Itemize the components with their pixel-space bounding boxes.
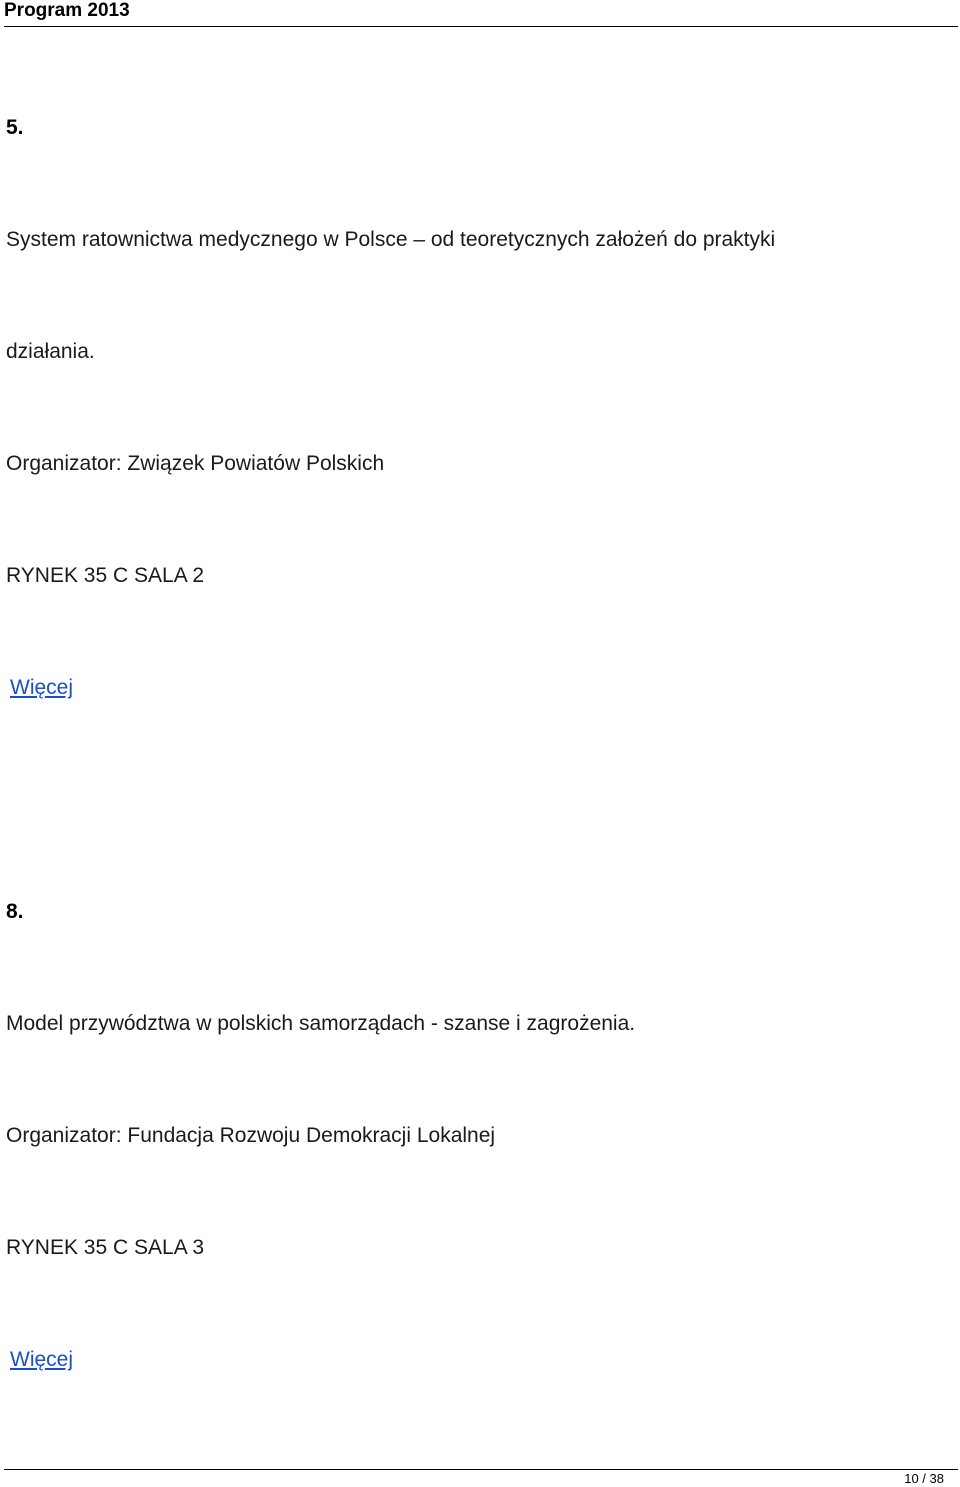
event-number: 8. [6,900,24,923]
document-title: Program 2013 [4,0,130,21]
event-organizer: Organizator: Związek Powiatów Polskich [6,452,385,475]
header-divider [4,26,958,27]
event-location: RYNEK 35 C SALA 3 [6,1236,205,1259]
more-link[interactable]: Więcej [10,1348,74,1371]
more-link[interactable]: Więcej [10,676,74,699]
event-organizer: Organizator: Fundacja Rozwoju Demokracji Lokalnej [6,1124,496,1147]
footer-divider [4,1469,958,1470]
event-title-line-1: Model przywództwa w polskich samorządach - szanse i zagrożenia. [6,1012,636,1035]
event-location: RYNEK 35 C SALA 2 [6,564,205,587]
event-title-line-1: System ratownictwa medycznego w Polsce – od teoretycznych założeń do praktyki [6,228,776,251]
event-title-line-2: działania. [6,340,95,363]
event-number: 5. [6,116,24,139]
page-indicator: 10 / 38 [904,1471,944,1486]
